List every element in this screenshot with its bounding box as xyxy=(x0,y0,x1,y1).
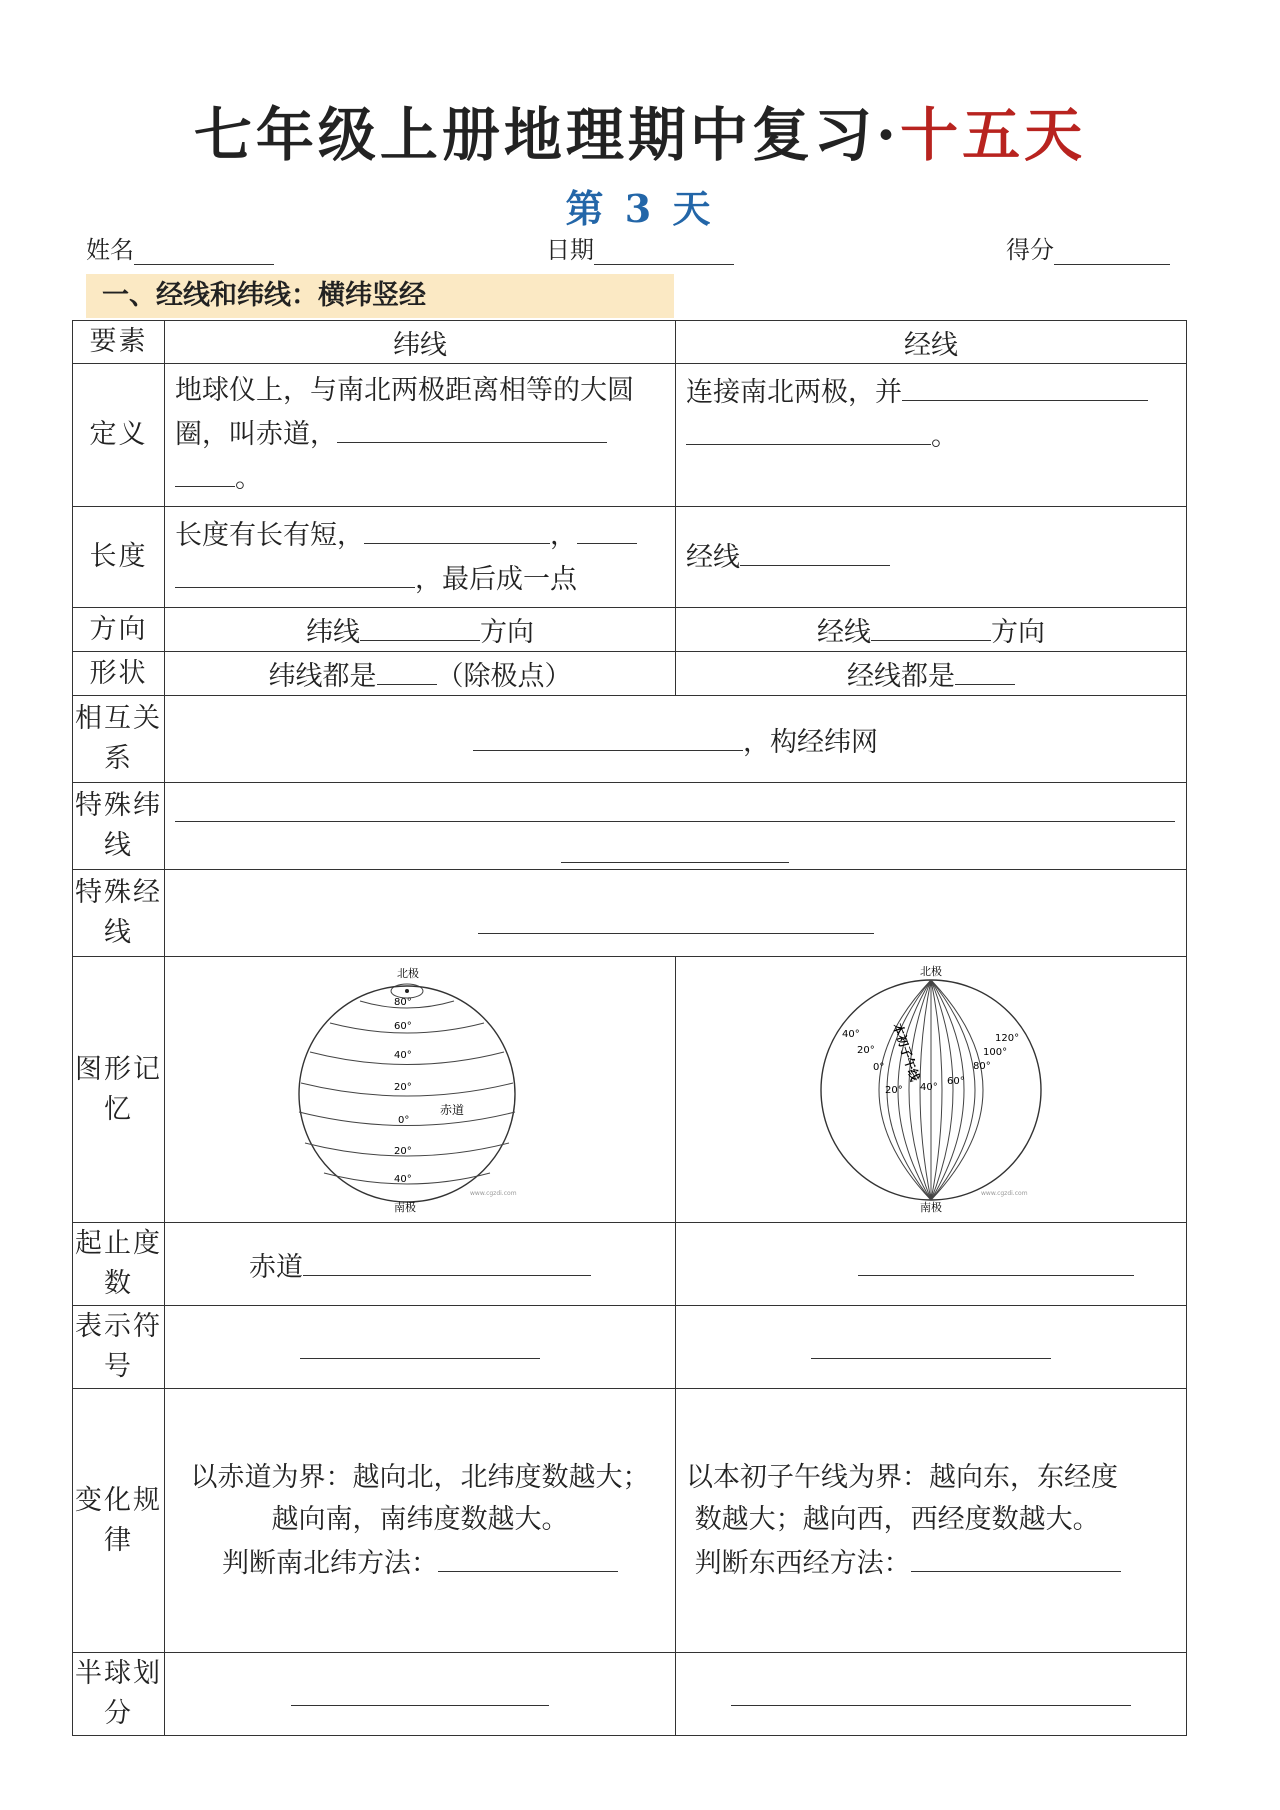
row-direction: 方向 纬线 方向 经线 方向 xyxy=(73,608,1187,652)
lon-shape[interactable]: 经线都是 xyxy=(676,652,1187,696)
lat-definition[interactable]: 地球仪上，与南北两极距离相等的大圆圈，叫赤道， 。 xyxy=(165,364,676,507)
row-relation: 相互关系 ，构经纬网 xyxy=(73,696,1187,783)
lat-tick: 40° xyxy=(394,1174,412,1185)
special-lat-answer[interactable] xyxy=(165,783,1187,870)
lat-hemisphere[interactable] xyxy=(165,1653,676,1736)
row-symbol: 表示符号 xyxy=(73,1306,1187,1389)
header-lat: 纬线 xyxy=(165,321,676,364)
section-heading: 一、经线和纬线：横纬竖经 xyxy=(86,274,674,318)
equator-label: 赤道 xyxy=(440,1103,465,1117)
row-hemisphere: 半球划分 xyxy=(73,1653,1187,1736)
latitude-globe-figure xyxy=(290,957,550,1215)
special-lon-answer[interactable] xyxy=(165,870,1187,957)
row-rule: 变化规律 以赤道为界：越向北，北纬度数越大； 越向南，南纬度数越大。 判断南北纬方法： 以本初子午线为界：越向东，东经度 数越大；越向西，西经度数越大。 判断东西经方法： xyxy=(73,1389,1187,1653)
table-header-row xyxy=(73,321,1187,364)
lat-symbol[interactable] xyxy=(165,1306,676,1389)
lat-range[interactable]: 赤道 xyxy=(165,1223,676,1306)
lon-tick: 80° xyxy=(973,1061,991,1072)
watermark-text: www.cgzdi.com xyxy=(470,1190,517,1197)
lat-tick: 60° xyxy=(394,1021,412,1032)
lon-tick: 40° xyxy=(842,1029,860,1040)
lon-tick: 20° xyxy=(885,1085,903,1096)
lon-tick: 60° xyxy=(947,1076,965,1087)
lat-tick: 40° xyxy=(394,1050,412,1061)
lon-definition[interactable]: 连接南北两极，并 。 xyxy=(676,364,1187,507)
lon-hemisphere[interactable] xyxy=(676,1653,1187,1736)
lat-tick: 0° xyxy=(398,1115,410,1126)
title-accent: 十五天 xyxy=(900,101,1087,169)
prime-meridian-label: 本初子午线 xyxy=(890,1021,923,1084)
lat-tick: 20° xyxy=(394,1082,412,1093)
score-field[interactable]: 得分 xyxy=(1006,230,1170,265)
lat-length[interactable]: 长度有长有短， ， ，最后成一点 xyxy=(165,507,676,608)
relation-answer[interactable]: ，构经纬网 xyxy=(165,696,1187,783)
lon-tick: 20° xyxy=(857,1045,875,1056)
lon-tick: 0° xyxy=(873,1062,885,1073)
page-title: 七年级上册地理期中复习·十五天 xyxy=(193,101,1087,169)
row-range: 起止度数 赤道 xyxy=(73,1223,1187,1306)
north-pole-label: 北极 xyxy=(397,967,419,980)
day-subtitle: 第 3 天 xyxy=(565,186,715,231)
lat-tick: 20° xyxy=(394,1146,412,1157)
row-figure: 图形记忆 北极 80° 60° 40° 20° 0° 20° 40° 赤道 南极 www.cgzdi.com 北极 40° 20° 0° 20° 40° 60° 80° 100° 120° 本初子午线 南极 www.cgzdi.com xyxy=(73,957,1187,1223)
lon-direction[interactable]: 经线 方向 xyxy=(676,608,1187,652)
lon-length[interactable]: 经线 xyxy=(676,507,1187,608)
longitude-globe-cell xyxy=(676,957,1187,1223)
lat-tick: 80° xyxy=(394,997,412,1008)
lat-rule[interactable]: 以赤道为界：越向北，北纬度数越大； 越向南，南纬度数越大。 判断南北纬方法： xyxy=(165,1389,676,1653)
latitude-globe-cell xyxy=(165,957,676,1223)
lon-rule[interactable]: 以本初子午线为界：越向东，东经度 数越大；越向西，西经度数越大。 判断东西经方法： xyxy=(676,1389,1187,1653)
lon-tick: 40° xyxy=(920,1082,938,1093)
name-field[interactable]: 姓名 xyxy=(86,230,274,265)
south-pole-label: 南极 xyxy=(920,1201,942,1214)
row-special-lon: 特殊经线 xyxy=(73,870,1187,957)
row-length: 长度 长度有长有短， ， ，最后成一点 经线 xyxy=(73,507,1187,608)
north-pole-label: 北极 xyxy=(920,965,942,978)
row-special-lat: 特殊纬线 xyxy=(73,783,1187,870)
lon-tick: 120° xyxy=(995,1033,1020,1044)
south-pole-label: 南极 xyxy=(394,1201,416,1214)
header-lon: 经线 xyxy=(676,321,1187,364)
header-element: 要素 xyxy=(73,321,165,364)
lat-direction[interactable]: 纬线 方向 xyxy=(165,608,676,652)
lon-tick: 100° xyxy=(983,1047,1008,1058)
row-definition: 定义 地球仪上，与南北两极距离相等的大圆圈，叫赤道， 。 连接南北两极，并 。 xyxy=(73,364,1187,507)
lon-symbol[interactable] xyxy=(676,1306,1187,1389)
lon-range[interactable] xyxy=(676,1223,1187,1306)
date-field[interactable]: 日期 xyxy=(546,230,734,265)
longitude-globe-figure xyxy=(801,957,1061,1215)
row-shape: 形状 纬线都是 （除极点） 经线都是 xyxy=(73,652,1187,696)
lat-shape[interactable]: 纬线都是 （除极点） xyxy=(165,652,676,696)
review-table xyxy=(72,320,1187,1736)
watermark-text: www.cgzdi.com xyxy=(981,1190,1028,1197)
